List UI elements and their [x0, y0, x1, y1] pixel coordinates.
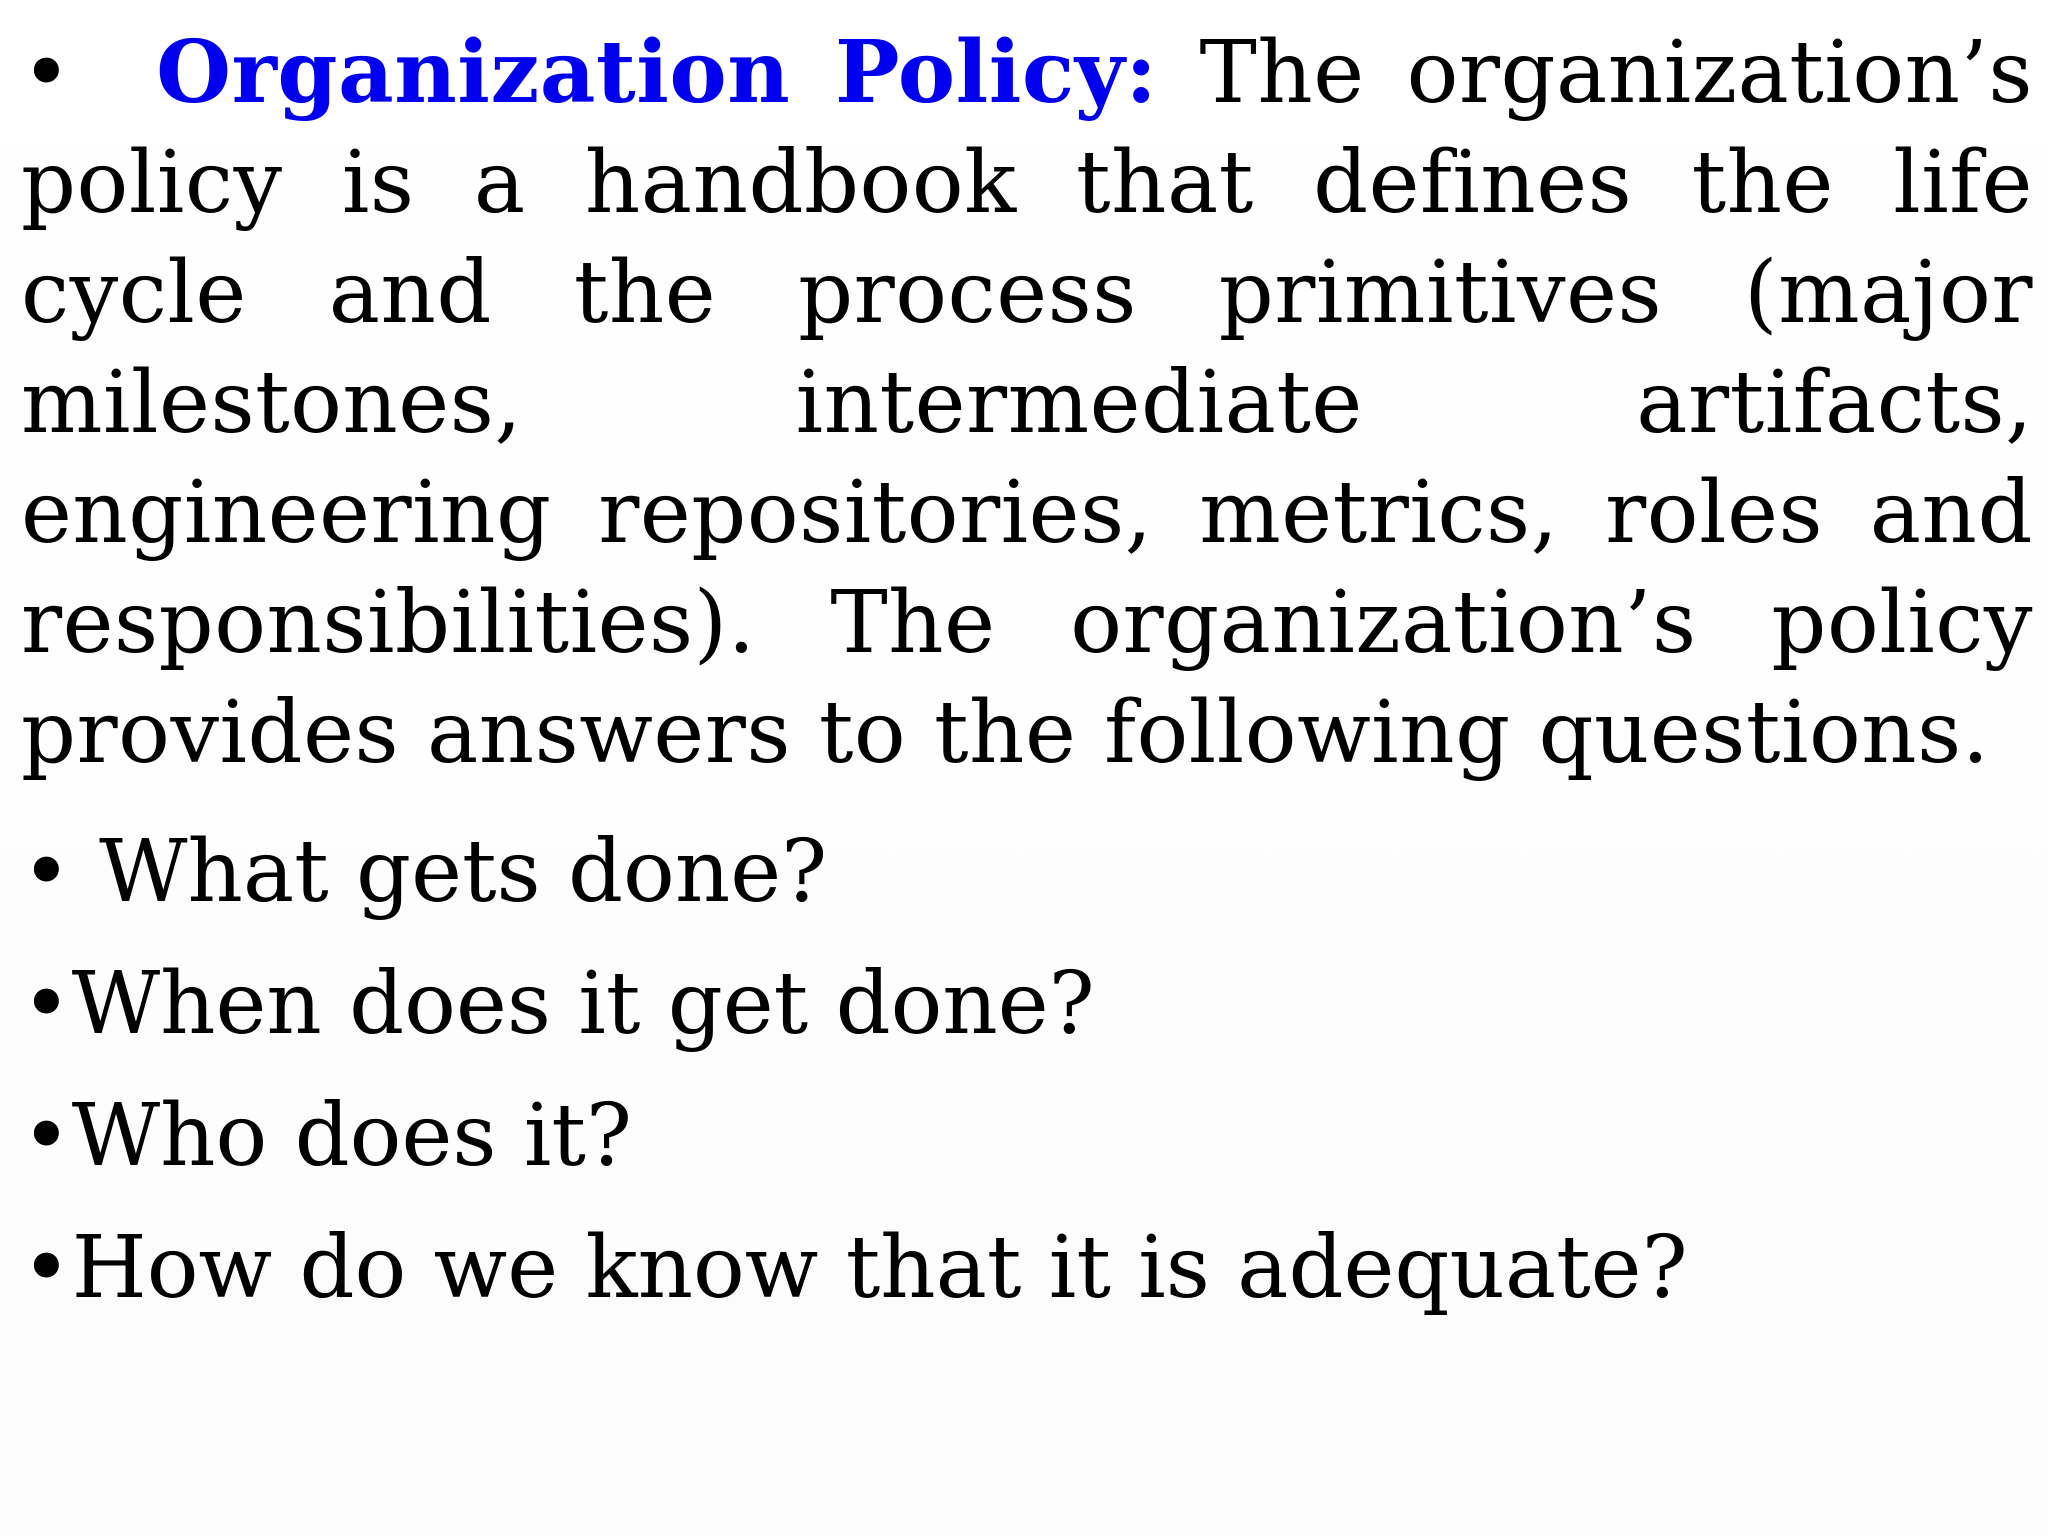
questions-list [21, 806, 2033, 1334]
list-item [21, 806, 2033, 938]
question-text: When does it get done? [71, 954, 1095, 1054]
list-item [21, 1070, 2033, 1202]
question-text: Who does it? [71, 1086, 632, 1186]
bullet-icon: • [21, 822, 72, 922]
bullet-icon: • [21, 1218, 72, 1318]
definition-term: Organization Policy: [156, 22, 1158, 123]
question-text: What gets done? [99, 822, 828, 922]
bullet-icon: • [21, 1086, 72, 1186]
definition-text: The organization’s policy is a handbook that defines the life cycle and the process primitives (major milestones, intermediate artifacts, engineering repositories, metrics, roles and responsibilities). The organization’s policy provides answers to the following questions. [21, 23, 2033, 783]
bullet-icon: • [21, 23, 73, 123]
list-item [21, 938, 2033, 1070]
slide-content [21, 18, 2033, 1334]
list-item [21, 1202, 2033, 1334]
definition-paragraph [21, 18, 2033, 788]
bullet-icon: • [21, 954, 72, 1054]
question-text: How do we know that it is adequate? [71, 1218, 1688, 1318]
